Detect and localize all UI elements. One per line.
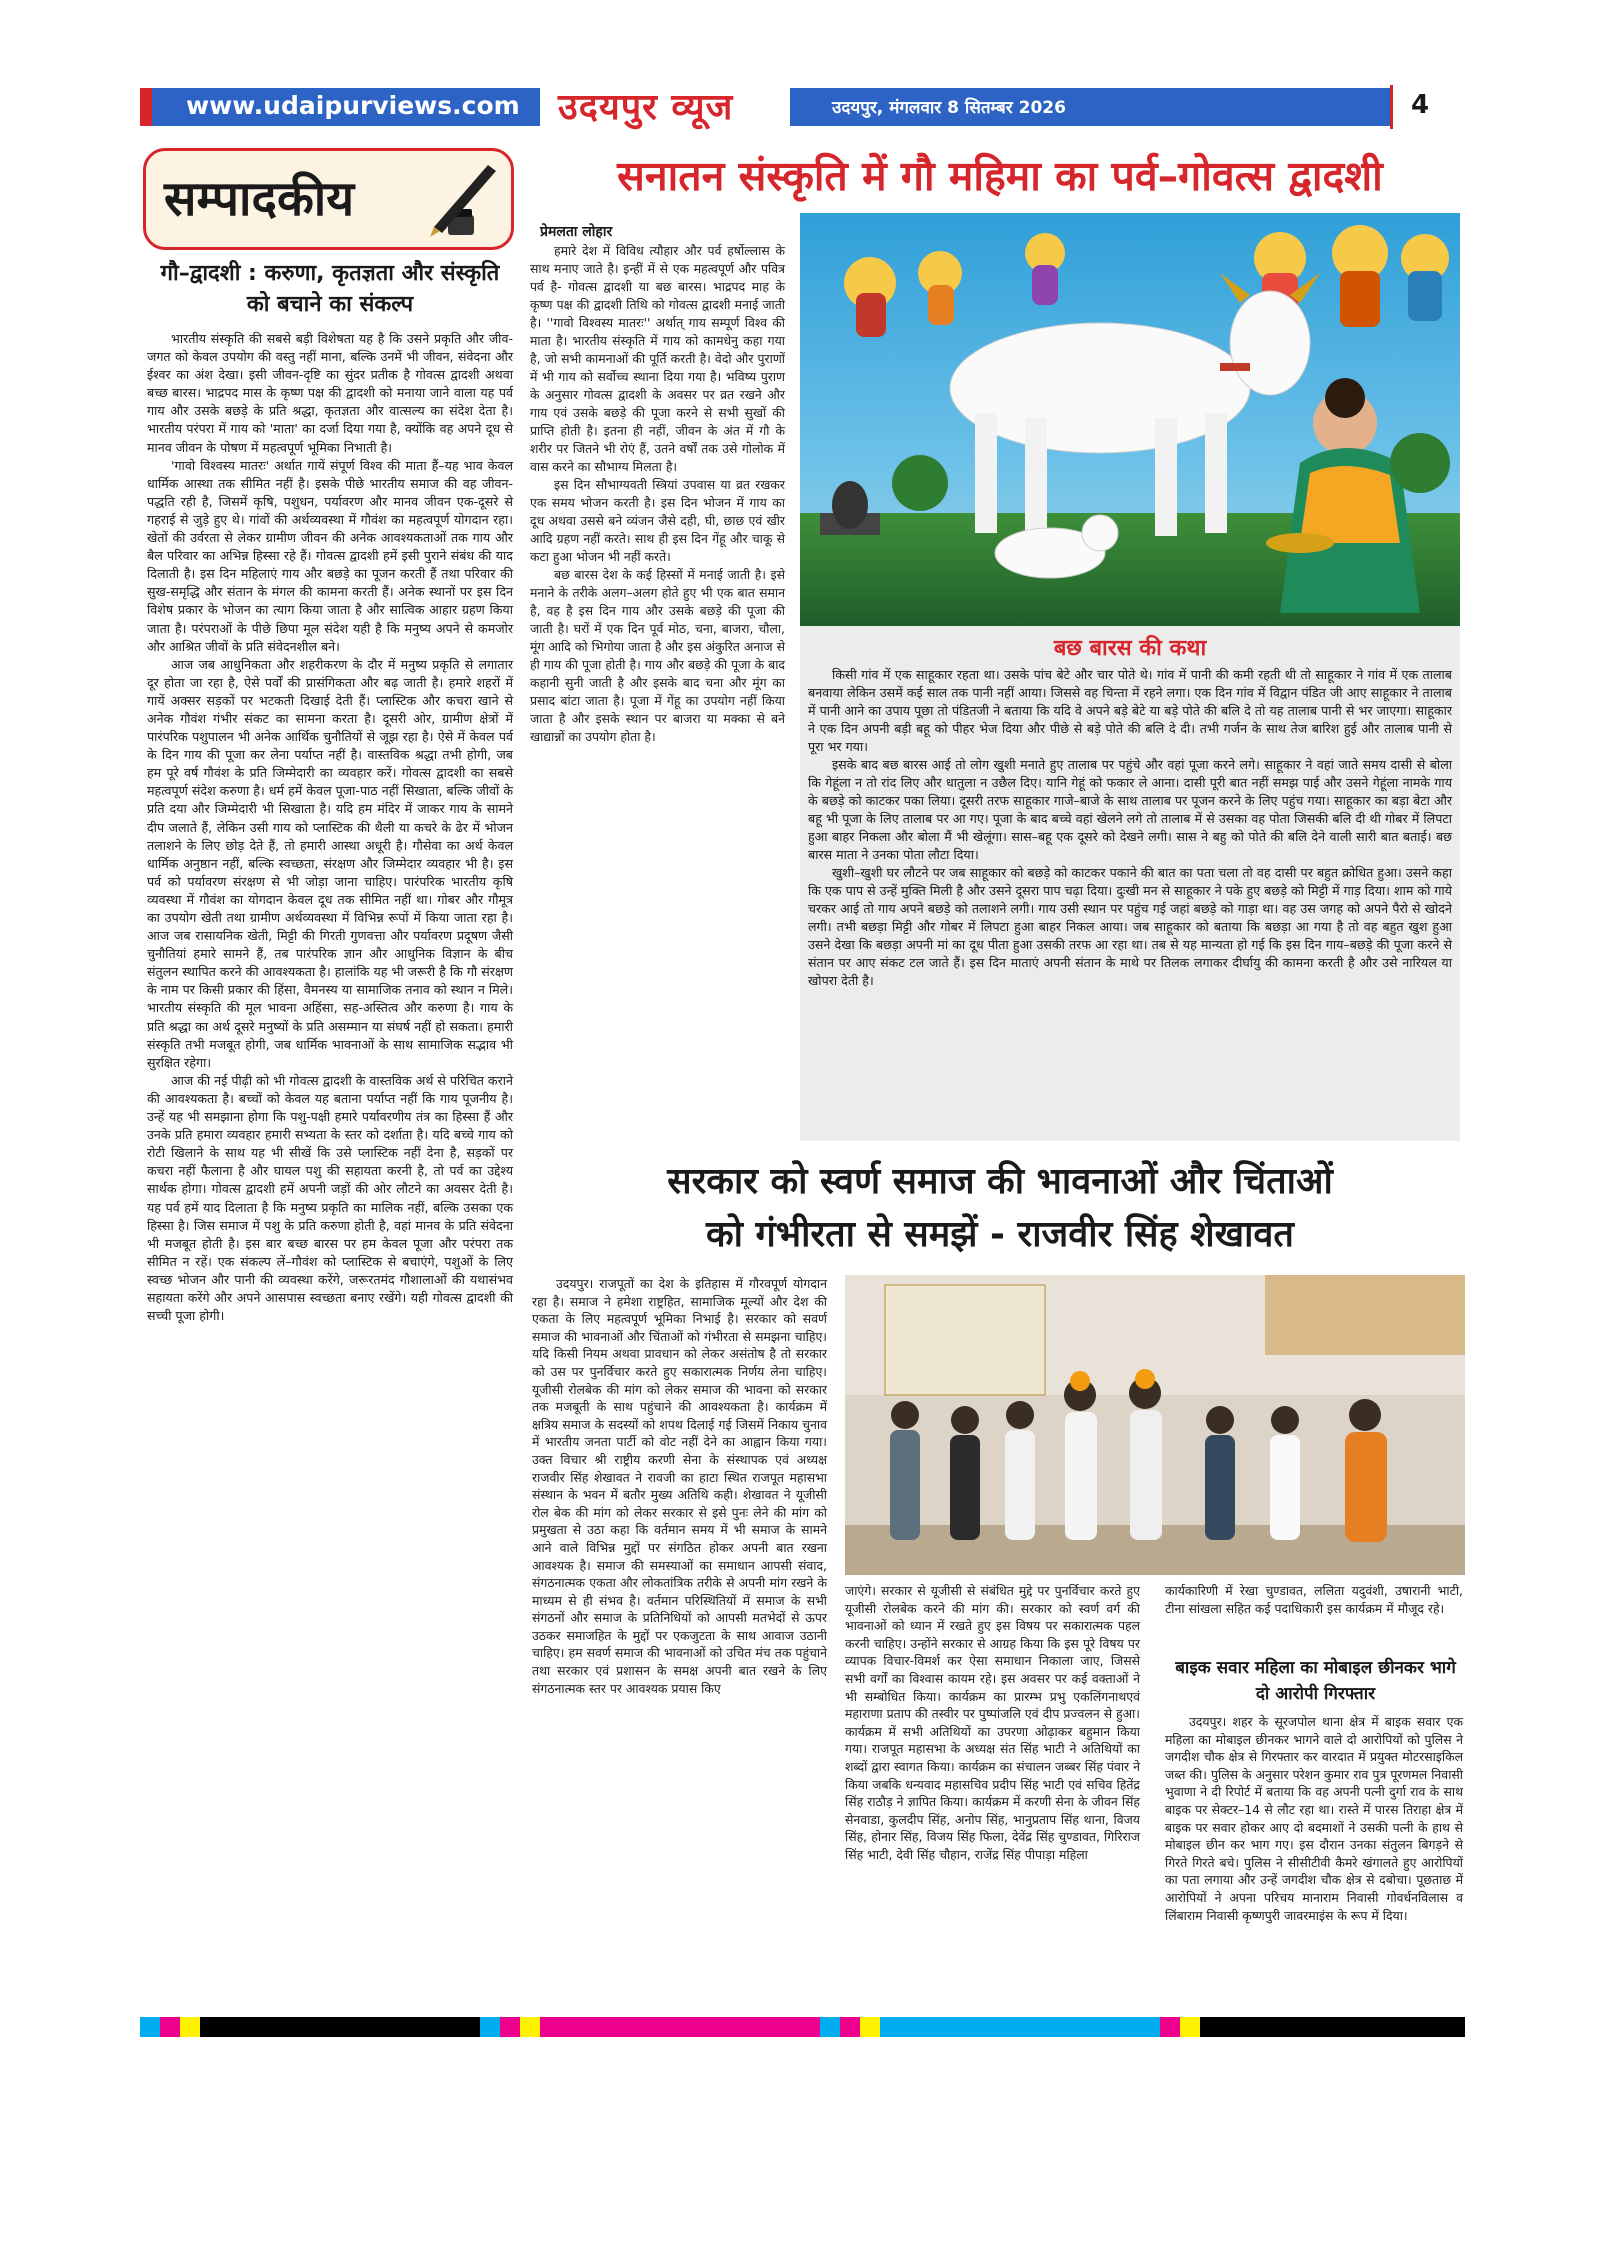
story-paragraph: खुशी–खुशी घर लौटने पर जब साहूकार को बछड़े को काटकर पकाने की बात का पता चला तो वह दासी पर बहुत क्रोधित हुआ। उसने कहा कि एक पाप से उन्हें मुक्ति मिली है और उसने दूसरा पाप चढ़ा दिया। दुःखी मन से साहूकार ने पके हुए बछड़े को मिट्टी में गाड़ दिया। शाम को गाये चरकर आई तो गाय अपने बछड़े को तलाशने लगी। गाय उसी स्थान पर पहुंच गई जहां बछड़े को गाड़ा था। वह उस जगह को अपने पैरो से खोदने लगी। तभी बछड़ा मिट्टी और गोबर में लिपटा हुआ बाहर निकल आया। जब साहूकार को बताया कि बछड़ा आ गया है तो वह बहुत खुश हुआ उसने देखा कि बछड़ा अपनी मां का दूध पीता हुआ उसकी तरफ आ रहा था। तब से यह मान्यता हो गई कि इस दिन गाय–बछड़े की पूजा करने से संतान पर आए संकट टल जाते हैं। इस दिन माताएं अपनी संतान के माथे पर तिलक लगाकर दीर्घायु की कामना करती है और उसे नारियल या खोपरा देती है। (808, 865, 1452, 988)
lead-paragraph: हमारे देश में विविध त्यौहार और पर्व हर्षोल्लास के साथ मनाए जाते है। इन्हीं में से एक महत्वपूर्ण और पवित्र पर्व है- गोवत्स द्वादशी या बछ बारस। भाद्रपद माह के कृष्ण पक्ष की द्वादशी तिथि को गोवत्स द्वादशी मनाई जाती है। ''गावो विश्वस्य मातरः'' अर्थात् गाय सम्पूर्ण विश्व की माता है। भारतीय संस्कृति में गाय को कामधेनु कहा गया है, जो सभी कामनाओं की पूर्ति करती है। वेदो और पुराणों में भी गाय को सर्वोच्च स्थाना दिया गया है। भविष्य पुराण के अनुसार गोवत्स द्वादशी के अवसर पर व्रत रखने और गाय एवं उसके बछड़े की पूजा करने से सभी सुखों की प्राप्ति होती है। इतना ही नहीं, जीवन के अंत में गौ के शरीर पर जितने भी रोएं हैं, उतने वर्षों तक उसे गोलोक में वास करने का सौभाग्य मिलता है। (530, 243, 785, 474)
editorial-headline: गौ–द्वादशी : करुणा, कृतज्ञता और संस्कृति को बचाने का संकल्प (160, 261, 500, 317)
politics-paragraph: जाएंगे। सरकार से यूजीसी से संबंधित मुद्दे पर पुनर्विचार करते हुए यूजीसी रोलबेक करने की मांग की। सरकार को स्वर्ण वर्ग की भावनाओं को ध्यान में रखते हुए इस विषय पर सकारात्मक पहल करनी चाहिए। उन्होंने सरकार से आग्रह किया कि इस पूरे विषय पर व्यापक विचार-विमर्श कर ऐसा समाधान निकाला जाए, जिससे सभी वर्गों का विश्वास कायम रहे। इस अवसर पर कई वक्ताओं ने भी सम्बोधित किया। कार्यक्रम का प्रारम्भ प्रभु एकलिंगनाथएवं महाराणा प्रताप की तस्वीर पर पुष्पांजलि एवं दीप प्रज्वलन से हुआ। कार्यक्रम में सभी अतिथियों का उपरणा ओढ़ाकर बहुमान किया गया। राजपूत महासभा के अध्यक्ष संत सिंह भाटी ने अतिथियों का शब्दों द्वारा स्वागत किया। कार्यक्रम का संचालन जब्बर सिंह पंवार ने किया जबकि धन्यवाद महासचिव प्रदीप सिंह भाटी एवं सचिव हितेंद्र सिंह राठौड़ ने ज्ञापित किया। कार्यक्रम में करणी सेना के जीवन सिंह सेनवाडा, कुलदीप सिंह, अनोप सिंह, भानुप्रताप सिंह थाना, विजय सिंह, होनार सिंह, विजय सिंह फिला, देवेंद्र सिंह चुण्डावत, गिरिराज सिंह भाटी, देवी सिंह चौहान, राजेंद्र सिंह पीपाड़ा महिला (845, 1583, 1140, 1862)
lead-byline: प्रेमलता लोहार (540, 224, 613, 240)
politics-image (845, 1275, 1465, 1575)
editorial-label: सम्पादकीय (164, 171, 355, 227)
website-url[interactable]: www.udaipurviews.com (186, 91, 520, 120)
crime-headline: बाइक सवार महिला का मोबाइल छीनकर भागे दो आरोपी गिरफ्तार (1175, 1658, 1456, 1704)
crime-body-wrap (1165, 1713, 1463, 1924)
crime-body: उदयपुर। शहर के सूरजपोल थाना क्षेत्र में बाइक सवार एक महिला का मोबाइल छीनकर भागने वाले दो आरोपियों को पुलिस ने जगदीश चौक क्षेत्र से गिरफ्तार कर वारदात में प्रयुक्त मोटरसाइकिल जब्त की। पुलिस के अनुसार परेशन कुमार राव पुत्र पूरणमल निवासी भुवाणा ने दी रिपोर्ट में बताया कि वह अपनी पत्नी दुर्गा राव के साथ बाइक पर सेक्टर–14 से लौट रहा था। रास्ते में पारस तिराहा क्षेत्र में बाइक पर सवार होकर आए दो बदमाशों ने उसकी पत्नी के हाथ से मोबाइल छीन कर भाग गए। इस दौरान उनका संतुलन बिगड़ने से गिरते गिरते बचे। पुलिस ने सीसीटीवी कैमरे खंगालते हुए आरोपियों का पता लगाया और उन्हें जगदीश चौक क्षेत्र से दबोचा। पूछताछ में आरोपियों ने अपना परिचय मानाराम निवासी गोवर्धनविलास व लिंबाराम निवासी कृष्णपुरी जावरमाइंस के रूप में दिया। (1165, 1714, 1463, 1923)
editorial-body (147, 330, 513, 1325)
editorial-paragraph: आज जब आधुनिकता और शहरीकरण के दौर में मनुष्य प्रकृति से लगातार दूर होता जा रहा है, ऐसे पर्वों की प्रासंगिकता और बढ़ जाती है। हमारे शहरों में गायें अक्सर सड़कों पर भटकती दिखाई देती हैं। प्लास्टिक और कचरा खाने से अनेक गौवंश गंभीर संकट का सामना करता है। दूसरी ओर, ग्रामीण क्षेत्रों में पारंपरिक पशुपालन भी अनेक आर्थिक चुनौतियों से जूझ रहा है। ऐसे में केवल पर्व के दिन गाय की पूजा कर लेना पर्याप्त नहीं है। वास्तविक श्रद्धा तभी होगी, जब हम पूरे वर्ष गौवंश के प्रति जिम्मेदारी का व्यवहार करें। गोवत्स द्वादशी का सबसे महत्वपूर्ण संदेश करुणा है। धर्म हमें केवल पूजा-पाठ नहीं सिखाता, बल्कि जीवों के प्रति दया और जिम्मेदारी भी सिखाता है। यदि हम मंदिर में जाकर गाय के सामने दीप जलाते हैं, लेकिन उसी गाय को प्लास्टिक की थैली या कचरे के ढेर में भोजन तलाशने के लिए छोड़ देते हैं, तो हमारी आस्था अधूरी है। गौसेवा का अर्थ केवल धार्मिक अनुष्ठान नहीं, बल्कि स्वच्छता, संरक्षण और जिम्मेदार व्यवहार भी है। इस पर्व को पर्यावरण संरक्षण से भी जोड़ा जाना चाहिए। पारंपरिक भारतीय कृषि व्यवस्था में गौवंश का योगदान केवल दूध तक सीमित नहीं था। गोबर और गौमूत्र का उपयोग खेती तथा ग्रामीण अर्थव्यवस्था में विभिन्न रूपों में किया जाता रहा है। आज जब रासायनिक खेती, मिट्टी की गिरती गुणवत्ता और पर्यावरण प्रदूषण जैसी चुनौतियां हमारे सामने हैं, तब पारंपरिक ज्ञान और आधुनिक विज्ञान के बीच संतुलन स्थापित करने की आवश्यकता है। हालांकि यह भी जरूरी है कि गौ संरक्षण के नाम पर किसी प्रकार की हिंसा, वैमनस्य या सामाजिक तनाव को स्थान न मिले। भारतीय संस्कृति की मूल भावना अहिंसा, सह-अस्तित्व और करुणा है। गाय के प्रति श्रद्धा का अर्थ दूसरे मनुष्यों के प्रति असम्मान या संघर्ष नहीं हो सकता। हमारी संस्कृति तभी मजबूत होगी, जब धार्मिक भावनाओं के साथ सामाजिक सद्भाव भी सुरक्षित रहेगा। (147, 656, 513, 1070)
page-number-box (1390, 85, 1451, 129)
cow-festival-illustration (800, 213, 1460, 626)
registration-bar (140, 2017, 1465, 2037)
lead-paragraph: बछ बारस देश के कई हिस्सों में मनाई जाती है। इसे मनाने के तरीके अलग–अलग होते हुए भी एक बात समान है, वह है इस दिन गाय और उसके बछड़े की पूजा की जाती है। घरों में एक दिन पूर्व मोठ, चना, बाजरा, चौला, मूंग आदि को भिगोया जाता है और इस अंकुरित अनाज से ही गाय की पूजा होती है। गाय और बछड़े की पूजा के बाद कहानी सुनी जाती है और इसके बाद चना और मूंग का प्रसाद बांटा जाता है। पूजा में गेंहू का उपयोग नहीं किया जाता है और इसके स्थान पर बाजरा या मक्का से बने खाद्यान्नों का उपयोग होता है। (530, 567, 785, 744)
brand-logo: उदयपुर व्यूज (558, 87, 734, 128)
lead-paragraph: इस दिन सौभाग्यवती स्त्रियां उपवास या व्रत रखकर एक समय भोजन करती है। इस दिन भोजन में गाय का दूध अथवा उससे बने व्यंजन जैसे दही, घी, छाछ एवं खीर आदि ग्रहण नहीं करते। साथ ही इस दिन गेंहू और चाकू से कटा हुआ भोजन भी नहीं करते। (530, 477, 785, 564)
politics-headline-line1: सरकार को स्वर्ण समाज की भावनाओं और चिंताओं (667, 1161, 1333, 1202)
politics-col1 (532, 1275, 827, 1697)
masthead (140, 85, 1470, 129)
editorial-paragraph: आज की नई पीढ़ी को भी गोवत्स द्वादशी के वास्तविक अर्थ से परिचित कराने की आवश्यकता है। बच्चों को केवल यह बताना पर्याप्त नहीं कि गाय पूजनीय है। उन्हें यह भी समझाना होगा कि पशु-पक्षी हमारे पर्यावरणीय तंत्र का हिस्सा हैं और उनके प्रति हमारा व्यवहार हमारी सभ्यता के स्तर को दर्शाता है। यदि बच्चे गाय को रोटी खिलाने के साथ यह भी सीखें कि उसे प्लास्टिक नहीं देना है, सड़कों पर कचरा नहीं फैलाना है और घायल पशु की सहायता करनी है, तो पर्व का उद्देश्य सार्थक होगा। गोवत्स द्वादशी हमें अपनी जड़ों की ओर लौटने का अवसर देती है। यह पर्व हमें याद दिलाता है कि मनुष्य प्रकृति का मालिक नहीं, बल्कि उसका एक हिस्सा है। जिस समाज में पशु के प्रति करुणा होती है, वहां मानव के प्रति संवेदना भी मजबूत होती है। इस बार बच्छ बारस पर हम केवल पूजा और परंपरा तक सीमित न रहें। एक संकल्प लें–गौवंश को प्लास्टिक से बचाएंगे, पशुओं के लिए स्वच्छ भोजन और पानी की व्यवस्था करेंगे, जरूरतमंद गौशालाओं की यथासंभव सहायता करेंगे और अपने आसपास स्वच्छता बनाए रखेंगे। यही गोवत्स द्वादशी की सच्ची पूजा होगी। (147, 1072, 513, 1324)
story-box-body (808, 666, 1452, 990)
lead-body (530, 242, 785, 746)
lead-headline: सनातन संस्कृति में गौ महिमा का पर्व–गोवत्स द्वादशी (617, 152, 1383, 200)
editorial-label-box (143, 148, 514, 250)
dateline: उदयपुर, मंगलवार 8 सितम्बर 2026 (832, 98, 1066, 118)
editorial-paragraph: भारतीय संस्कृति की सबसे बड़ी विशेषता यह है कि उसने प्रकृति और जीव-जगत को केवल उपयोग की वस्तु नहीं माना, बल्कि उनमें भी जीवन, संवेदना और ईश्वर का अंश देखा। इसी जीवन-दृष्टि का सुंदर प्रतीक है गोवत्स द्वादशी अथवा बच्छ बारस। भाद्रपद मास के कृष्ण पक्ष की द्वादशी को मनाया जाने वाला यह पर्व गाय और उसके बछड़े के प्रति श्रद्धा, कृतज्ञता और वात्सल्य का संदेश देता है। भारतीय परंपरा में गाय को 'माता' का दर्जा दिया गया है, क्योंकि वह अपने दूध से मानव जीवन के पोषण में महत्वपूर्ण भूमिका निभाती है। (147, 331, 513, 455)
lead-image (800, 213, 1460, 626)
group-photo (845, 1275, 1465, 1575)
story-paragraph: किसी गांव में एक साहूकार रहता था। उसके पांच बेटे और चार पोते थे। गांव में पानी की कमी रहती थी तो साहूकार ने गांव में एक तालाब बनवाया लेकिन उसमें कई साल तक पानी नहीं आया। जिससे वह चिन्ता में रहने लगा। एक दिन गांव में विद्वान पंडित जी आए साहूकार ने तालाब में पानी आने का उपाय पूछा तो पंडितजी ने बताया कि यदि वे अपने बड़े बेटे या बड़े पोते की बलि दे तो यह तालाब पानी से भर जाएगा। साहूकार ने एक दिन अपनी बड़ी बहू को पीहर भेज दिया और पीछे से बड़े पोते की बलि दे दी। तभी गर्जन के साथ तेज बारिश हुई और तालाब पानी से पूरा भर गया। (808, 667, 1452, 754)
page-number: 4 (1411, 90, 1430, 120)
story-box (800, 626, 1460, 1141)
story-box-title: बछ बारस की कथा (1053, 636, 1207, 661)
editorial-paragraph: 'गावो विश्वस्य मातरः' अर्थात गायें संपूर्ण विश्व की माता हैं–यह भाव केवल धार्मिक आस्था तक सीमित नहीं है। इसके पीछे भारतीय समाज की वह जीवन-पद्धति रही है, जिसमें कृषि, पशुधन, पर्यावरण और मानव जीवन एक-दूसरे से गहराई से जुड़े हुए थे। गांवों की अर्थव्यवस्था में गौवंश का महत्वपूर्ण योगदान रहा। खेतों की उर्वरता से लेकर ग्रामीण जीवन की अनेक आवश्यकताओं तक गाय और बैल परिवार का अभिन्न हिस्सा रहे हैं। गोवत्स द्वादशी हमें इसी पुराने संबंध की याद दिलाती है। इस दिन महिलाएं गाय और बछड़े का पूजन करती हैं तथा परिवार की सुख-समृद्धि और संतान के मंगल की कामना करती हैं। अनेक स्थानों पर इस दिन विशेष प्रकार के भोजन का त्याग किया जाता है और सात्विक आहार ग्रहण किया जाता है। परंपराओं के पीछे छिपा मूल संदेश यही है कि मनुष्य अपने से कमजोर और आश्रित जीवों के प्रति संवेदनशील बने। (147, 457, 513, 654)
story-paragraph: इसके बाद बछ बारस आई तो लोग खुशी मनाते हुए तालाब पर पहुंचे और वहां पूजा करने लगे। साहूकार ने वहां जाते समय दासी से बोला कि गेहूंला न तो रांद लिए और धातुला न उछैल दिए। यानि गेहूं को फकार ले आना। दासी पूरी बात नहीं समझ पाई और उसने गेहूंला नामके गाय के बछड़े को काटकर पका लिया। दूसरी तरफ साहूकार गाजे–बाजे के साथ तालाब पर पूजन करने के लिए पहुंच गया। साहूकार का बड़ा बेटा और बहू भी पूजा के लिए तालाब पर आ गए। पूजा के बाद बच्चे वहां खेलने लगे तो तालाब में से उसका वह पोता जिसकी बलि दी थी गोबर में लिपटा हुआ बाहर निकला और बोला मैं भी खेलूंगा। सास–बहू एक दूसरे को देखने लगी। सास ने बहु को पोते की बलि देने वाली सारी बात बताई। बछ बारस माता ने उनका पोता लौटा दिया। (808, 757, 1452, 862)
politics-paragraph: उदयपुर। राजपूतों का देश के इतिहास में गौरवपूर्ण योगदान रहा है। समाज ने हमेशा राष्ट्रहित, सामाजिक मूल्यों और देश की एकता के लिए महत्वपूर्ण भूमिका निभाई है। सरकार को सवर्ण समाज की भावनाओं और चिंताओं को गंभीरता से समझना चाहिए। यदि किसी नियम अथवा प्रावधान को लेकर असंतोष है तो सरकार को उस पर पुनर्विचार करते हुए सकारात्मक निर्णय लेना चाहिए। यूजीसी रोलबेक की मांग को लेकर समाज की भावना को सरकार तक मजबूती के साथ पहुंचाने की आवश्यकता है। कार्यक्रम में क्षत्रिय समाज के सदस्यों को शपथ दिलाई गई जिसमें निकाय चुनाव में भारतीय जनता पार्टी को वोट नहीं देने का आह्वान किया गया। उक्त विचार श्री राष्ट्रीय करणी सेना के संस्थापक एवं अध्यक्ष राजवीर सिंह शेखावत ने रावजी का हाटा स्थित राजपूत महासभा संस्थान के भवन में बतौर मुख्य अतिथि कही। शेखावत ने यूजीसी रोल बेक की मांग को लेकर सरकार से इसे पुनः लेने की मांग को प्रमुखता से उठा कहा कि वर्तमान समय में भी समाज के सामने आने वाले विभिन्न मुद्दों पर संगठित होकर अपनी बात रखना आवश्यक है। समाज की समस्याओं का समाधान आपसी संवाद, संगठनात्मक एकता और लोकतांत्रिक तरीके से अपनी मांग रखने के माध्यम से ही संभव है। वर्तमान परिस्थितियों में समाज के सभी संगठनों और समाज के प्रतिनिधियों को आपसी मतभेदों से ऊपर उठकर समाजहित के मुद्दों पर एकजुटता के साथ आवाज उठानी चाहिए। हम सवर्ण समाज की भावनाओं को उचित मंच तक पहुंचाने तथा सरकार एवं प्रशासन के समक्ष अपनी बात रखने के लिए संगठनात्मक स्तर पर आवश्यक प्रयास किए (532, 1276, 827, 1696)
politics-headline-line2: को गंभीरता से समझें - राजवीर सिंह शेखावत (706, 1214, 1294, 1255)
politics-col3 (1165, 1582, 1463, 1617)
politics-paragraph: कार्यकारिणी में रेखा चुण्डावत, ललिता यदुवंशी, उषारानी भाटी, टीना सांखला सहित कई पदाधिकारी इस कार्यक्रम में मौजूद रहे। (1165, 1583, 1463, 1616)
politics-col2 (845, 1582, 1140, 1864)
pen-nib-icon (416, 157, 502, 241)
masthead-left-accent (140, 88, 152, 126)
